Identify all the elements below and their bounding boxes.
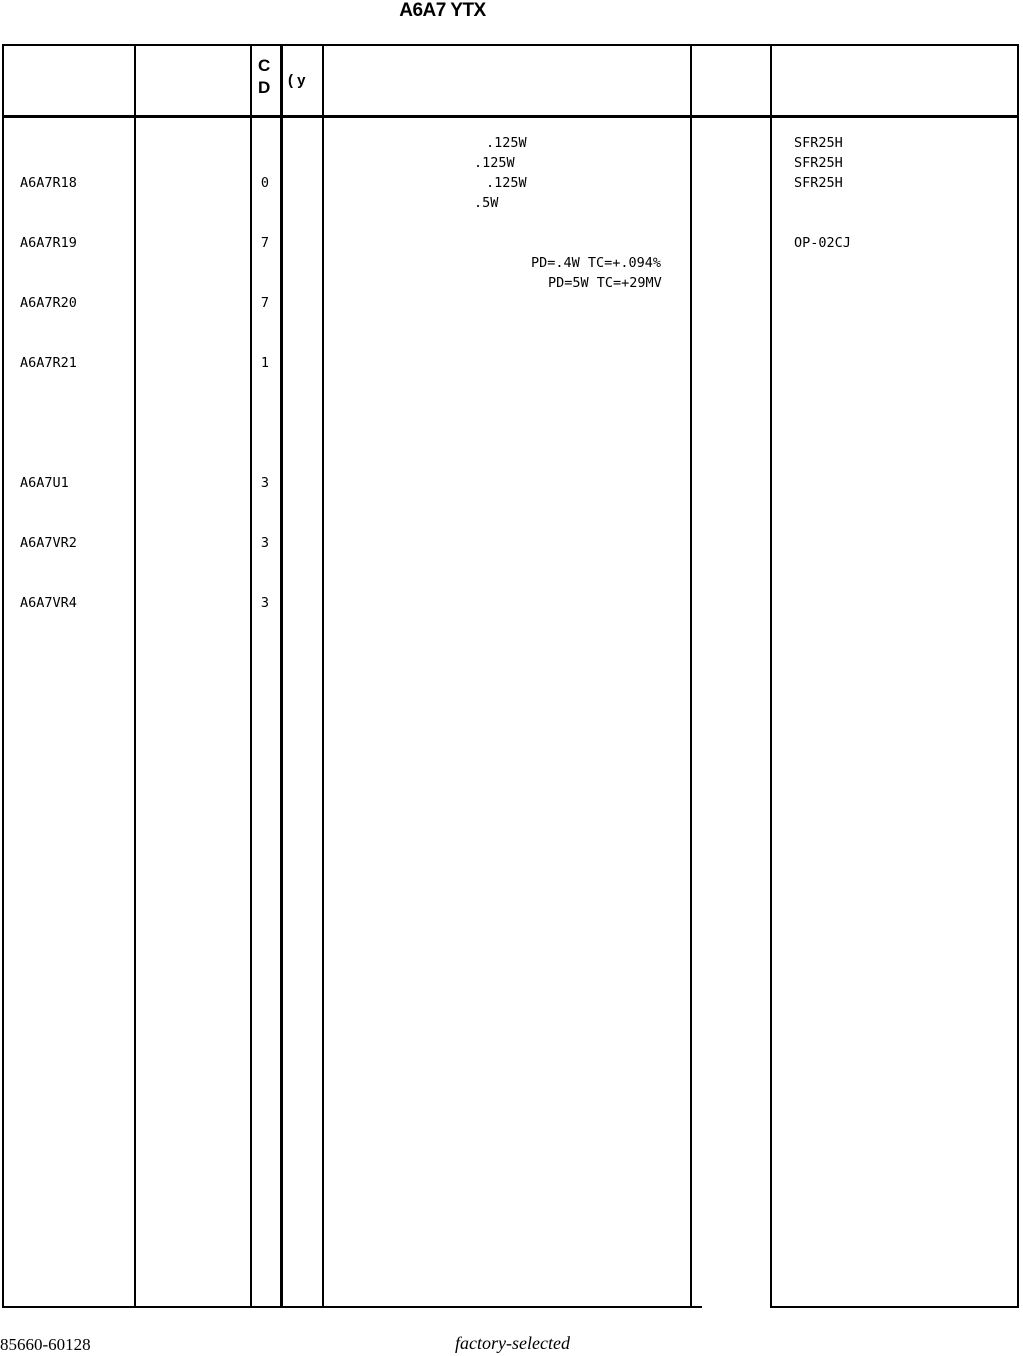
table-row-ref: A6A7R21 (20, 355, 77, 371)
table-row-cd: 7 (260, 295, 270, 311)
description-cell: .125W (486, 135, 527, 151)
table-row-cd: 3 (260, 595, 270, 611)
mfr-part-cell: SFR25H (794, 155, 843, 171)
table-row-cd: 3 (260, 475, 270, 491)
table-bottom-border (2, 1306, 702, 1308)
table-row-ref: A6A7R20 (20, 295, 77, 311)
column-divider (770, 44, 772, 1308)
cd-header-top: C (258, 56, 271, 75)
table-row-ref: A6A7VR2 (20, 535, 77, 551)
footer-part-number: 85660-60128 (0, 1335, 91, 1354)
table-row-cd: 0 (260, 175, 270, 191)
table-row-ref: A6A7R18 (20, 175, 77, 191)
footer-note: factory-selected (455, 1333, 570, 1353)
page-title: A6A7 YTX (399, 0, 486, 21)
column-divider (690, 44, 692, 1308)
reference-designator-column (20, 133, 77, 653)
description-cell: .125W (474, 155, 515, 171)
table-bottom-border-right (770, 1306, 1019, 1308)
table-top-border (2, 44, 1019, 46)
qty-header-fragment: ( y (288, 72, 306, 89)
table-row-ref: A6A7R19 (20, 235, 77, 251)
description-cell: PD=5W TC=+29MV (548, 275, 662, 291)
mfr-part-cell: SFR25H (794, 135, 843, 151)
table-row-ref: A6A7VR4 (20, 595, 77, 611)
column-divider (134, 44, 136, 1308)
table-row-cd: 7 (260, 235, 270, 251)
table-left-border (2, 44, 4, 1308)
cd-header-bottom: D (258, 78, 271, 97)
description-cell: PD=.4W TC=+.094% (531, 255, 662, 271)
table-row-cd: 3 (260, 535, 270, 551)
table-row-cd (252, 413, 278, 433)
description-cell: .125W (486, 175, 527, 191)
mfr-part-cell: OP-02CJ (794, 235, 851, 251)
table-right-border (1017, 44, 1019, 1308)
table-row-ref (20, 413, 77, 433)
parts-table (2, 44, 1019, 1308)
column-divider (322, 44, 324, 1308)
column-divider (280, 44, 283, 1308)
header-separator (2, 115, 1019, 118)
mfr-part-cell: SFR25H (794, 175, 843, 191)
table-row-ref: A6A7U1 (20, 475, 69, 491)
description-cell: .5W (474, 195, 499, 211)
table-row-cd: 1 (260, 355, 270, 371)
check-digit-column (252, 133, 278, 653)
